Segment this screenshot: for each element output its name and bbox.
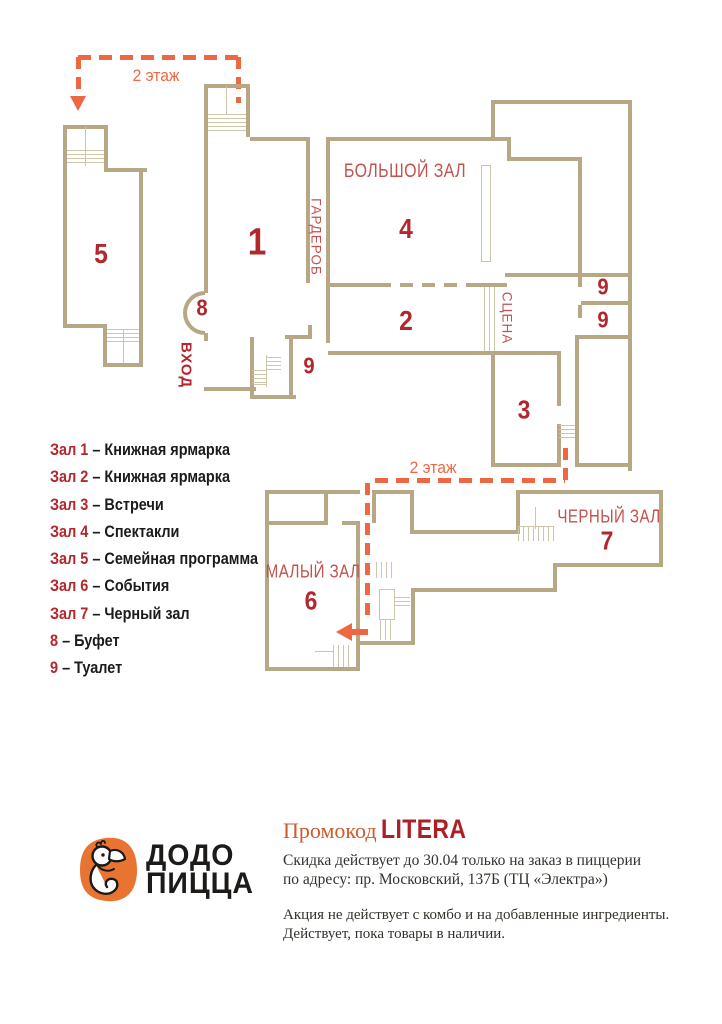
legend-item [50, 658, 258, 685]
room-7-number: 7 [600, 525, 614, 556]
wall-segment [411, 588, 415, 645]
brand-line2: ПИЦЦА [146, 867, 254, 900]
floor2-second-floor-note: 2 этаж [409, 458, 457, 477]
room-1-number: 1 [247, 221, 267, 264]
wall-segment [411, 588, 557, 592]
promo-details [283, 851, 641, 889]
wall-segment [491, 351, 495, 467]
promo-terms-line2: Действует, пока товары в наличии. [283, 926, 506, 942]
legend-item-desc: – Встречи [88, 494, 164, 514]
wall-segment [308, 325, 312, 339]
wall-segment [204, 387, 256, 391]
dodo-pizza-logo [76, 835, 140, 904]
wall-segment [139, 168, 143, 367]
big-hall-label: БОЛЬШОЙ ЗАЛ [343, 161, 467, 182]
room-9-top-number: 9 [597, 273, 609, 300]
wall-segment [326, 283, 378, 287]
legend-item-key: Зал 3 [50, 494, 89, 514]
wall-segment [356, 641, 360, 671]
room-3-number: 3 [517, 394, 531, 425]
wall-segment [578, 335, 632, 339]
wall-segment [315, 651, 334, 652]
wall-segment [266, 355, 267, 387]
route-dashed [563, 448, 568, 480]
wall-segment [226, 86, 227, 114]
route-dashed [365, 483, 370, 621]
room-2-number: 2 [399, 305, 413, 336]
wall-segment [491, 100, 495, 141]
wall-segment [516, 490, 663, 494]
legend-item-desc: – Книжная ярмарка [88, 467, 230, 487]
wall-segment [250, 337, 254, 399]
stage-front-outline [481, 165, 491, 262]
wall-segment [578, 157, 582, 287]
black-hall-label: ЧЕРНЫЙ ЗАЛ [557, 506, 661, 527]
wall-segment [85, 127, 86, 166]
wall-segment [578, 305, 582, 318]
floor1-second-floor-note: 2 этаж [132, 66, 180, 85]
wall-segment [324, 490, 328, 525]
stairs [333, 645, 350, 667]
stairs [395, 597, 410, 607]
small-hall-label: МАЛЫЙ ЗАЛ [265, 561, 361, 582]
wall-segment [581, 301, 632, 305]
wall-segment [246, 84, 250, 137]
wall-segment [518, 526, 554, 527]
brand-name [146, 839, 254, 900]
cloakroom-label: ГАРДЕРОБ [308, 198, 324, 276]
wall-segment [204, 84, 250, 88]
legend-item-desc: – События [88, 576, 170, 596]
wall-segment [289, 337, 293, 399]
wall-segment [63, 324, 107, 328]
stairs [518, 527, 554, 541]
stairs [380, 620, 393, 640]
wall-segment [253, 384, 267, 385]
route-arrow-down-icon [70, 96, 86, 111]
route-dashed [76, 57, 81, 97]
legend-item-key: Зал 4 [50, 521, 89, 541]
legend-item-key: Зал 6 [50, 576, 89, 596]
wall-segment [505, 273, 632, 277]
legend-item [50, 576, 258, 603]
promo-details-line2: по адресу: пр. Московский, 137Б (ТЦ «Электра») [283, 871, 608, 888]
legend-item-desc: – Книжная ярмарка [88, 440, 230, 459]
legend-item [50, 631, 258, 658]
legend-item-desc: – Семейная программа [88, 549, 258, 569]
wall-segment [557, 351, 561, 406]
legend-item-desc: – Черный зал [88, 603, 190, 623]
legend-item [50, 604, 258, 631]
wall-segment [491, 100, 632, 104]
entrance-label: ВХОД [177, 341, 195, 389]
wall-segment [326, 137, 496, 141]
stairs [252, 370, 266, 384]
wall-segment [553, 563, 557, 592]
wall-segment [491, 463, 561, 467]
route-dashed [375, 478, 565, 483]
promo-terms-line1: Акция не действует с комбо и на добавленные ингредиенты. [283, 907, 670, 923]
legend-item [50, 467, 258, 494]
legend-item-desc: – Спектакли [88, 521, 180, 541]
legend-item-key: 8 [50, 631, 59, 651]
brand-line1: ДОДО [146, 839, 235, 872]
wall-segment [410, 490, 414, 534]
legend-item-key: Зал 5 [50, 549, 89, 569]
legend [50, 440, 295, 686]
wall-segment [491, 351, 561, 355]
legend-item [50, 440, 258, 467]
promo-heading [283, 814, 481, 845]
wall-segment [659, 490, 663, 567]
legend-item-desc: – Туалет [58, 658, 123, 678]
stage-label: СЦЕНА [499, 291, 515, 345]
stairs [267, 357, 281, 373]
legend-item-desc: – Буфет [58, 631, 120, 651]
legend-item-key: 9 [50, 658, 59, 678]
legend-item [50, 522, 258, 549]
room-9-mid-number: 9 [597, 306, 609, 333]
promo-terms [283, 906, 669, 944]
promo-code: LITERA [380, 814, 467, 844]
dashed-wall [378, 283, 474, 287]
wall-segment [507, 157, 582, 161]
stairs [208, 114, 246, 134]
wall-segment [103, 363, 143, 367]
wall-segment [553, 563, 663, 567]
wall-segment [328, 351, 495, 355]
stairwell-box [379, 589, 395, 620]
legend-item-key: Зал 7 [50, 603, 89, 623]
wall-segment [104, 125, 108, 172]
wall-segment [333, 645, 334, 667]
wall-segment [204, 137, 208, 293]
stairs [559, 425, 575, 439]
wall-segment [372, 490, 376, 523]
route-dashed [78, 55, 240, 60]
route-arrow-left-shaft [350, 629, 368, 635]
wall-segment [628, 100, 632, 471]
room-8-number: 8 [196, 294, 208, 321]
wall-segment [575, 335, 579, 467]
promo-label: Промокод [283, 818, 377, 843]
wall-segment [326, 137, 330, 343]
room-6-number: 6 [304, 585, 318, 616]
wall-segment [575, 463, 632, 467]
legend-item-key: Зал 2 [50, 467, 89, 487]
room-4-number: 4 [399, 213, 413, 244]
route-dashed [236, 57, 241, 103]
room-9-lobby-number: 9 [303, 352, 315, 379]
legend-item [50, 549, 258, 576]
wall-segment [123, 329, 124, 363]
stairs [376, 562, 393, 578]
room-5-number: 5 [94, 238, 108, 269]
promo-details-line1: Скидка действует до 30.04 только на заказ в пиццерии [283, 852, 642, 869]
wall-segment [372, 490, 414, 494]
wall-segment [411, 530, 520, 534]
wall-segment [356, 521, 360, 645]
legend-item-key: Зал 1 [50, 440, 89, 459]
stage-hatch [484, 287, 498, 351]
wall-segment [250, 137, 310, 141]
legend-item [50, 495, 258, 522]
wall-segment [356, 641, 415, 645]
